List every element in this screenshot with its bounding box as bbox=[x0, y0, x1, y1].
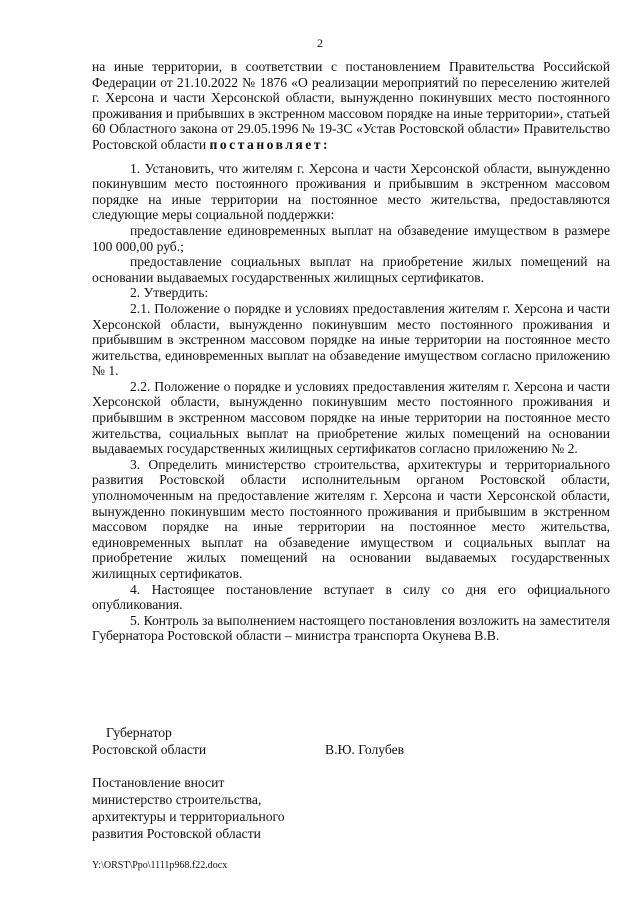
item-2-2: 2.2. Положение о порядке и условиях предоставления жителям г. Херсона и части Херсонской области, вынужденно покинувшим место постоянного проживания и прибывшим в экстренном массовом порядке на иные территории на постоянное место жительства, социальных выплат на приобретение жилых помещений на основании выдаваемых государственных жилищных сертификатов согласно приложению № 2. bbox=[92, 378, 610, 457]
signer-name: В.Ю. Голубев bbox=[325, 742, 405, 757]
intro-paragraph bbox=[92, 59, 610, 153]
item-1-measure-b: предоставление социальных выплат на приобретение жилых помещений на основании выдаваемых государственных жилищных сертификатов. bbox=[92, 254, 610, 285]
note-line-2: министерство строительства, bbox=[92, 792, 262, 807]
signer-title-line1: Губернатор bbox=[106, 725, 172, 740]
item-3: 3. Определить министерство строительства, архитектуры и территориального развития Ростовской области исполнительным органом Ростовской области, уполномоченным на предоставление жителям г. Херсона и части Херсонской области, вынужденно покинувшим место постоянного проживания и прибывшим в экстренном массовом порядке на иные территории на постоянное место жительства, единовременных выплат на обзаведение имуществом и социальных выплат на приобретение жилых помещений на основании выдаваемых государственных жилищных сертификатов. bbox=[92, 456, 610, 581]
intro-text: на иные территории, в соответствии с постановлением Правительства Российской Федерации от 21.10.2022 № 1876 «О реализации мероприятий по переселению жителей г. Херсона и части Херсонской области, вынужденно покинувших место постоянного проживания и прибывших в экстренном массовом порядке на иные территории», статьей 60 Областного закона от 29.05.1996 № 19-ЗС «Устав Ростовской области» Правительство Ростовской области bbox=[92, 59, 610, 152]
item-4: 4. Настоящее постановление вступает в силу со дня его официального опубликования. bbox=[92, 581, 610, 613]
signer-title-line2: Ростовской области bbox=[92, 742, 207, 757]
note-line-4: развития Ростовской области bbox=[92, 826, 261, 841]
note-line-3: архитектуры и территориального bbox=[92, 809, 285, 824]
decree-word: постановляет: bbox=[209, 136, 331, 152]
page-number: 2 bbox=[317, 36, 323, 50]
decree-body bbox=[92, 59, 610, 644]
submitter-note bbox=[92, 774, 392, 842]
item-2-1: 2.1. Положение о порядке и условиях предоставления жителям г. Херсона и части Херсонской области, вынужденно покинувшим место постоянного проживания и прибывшим в экстренном массовом порядке на иные территории на постоянное место жительства, единовременных выплат на обзаведение имуществом согласно приложению № 1. bbox=[92, 300, 610, 379]
item-2: 2. Утвердить: bbox=[130, 285, 209, 301]
item-1: 1. Установить, что жителям г. Херсона и части Херсонской области, вынужденно покинувшим место постоянного проживания и прибывшим в экстренном массовом порядке на иные территории на постоянное место жительства, предоставляются следующие меры социальной поддержки: bbox=[92, 160, 610, 223]
item-1-measure-a: предоставление единовременных выплат на обзаведение имуществом в размере 100 000,00 руб.; bbox=[92, 222, 610, 254]
note-line-1: Постановление вносит bbox=[92, 775, 225, 790]
file-path: Y:\ORST\Ppo\1111p968.f22.docx bbox=[92, 860, 228, 871]
item-5: 5. Контроль за выполнением настоящего постановления возложить на заместителя Губернатора Ростовской области – министра транспорта Окунева В.В. bbox=[92, 612, 610, 644]
signature-block bbox=[92, 724, 610, 758]
